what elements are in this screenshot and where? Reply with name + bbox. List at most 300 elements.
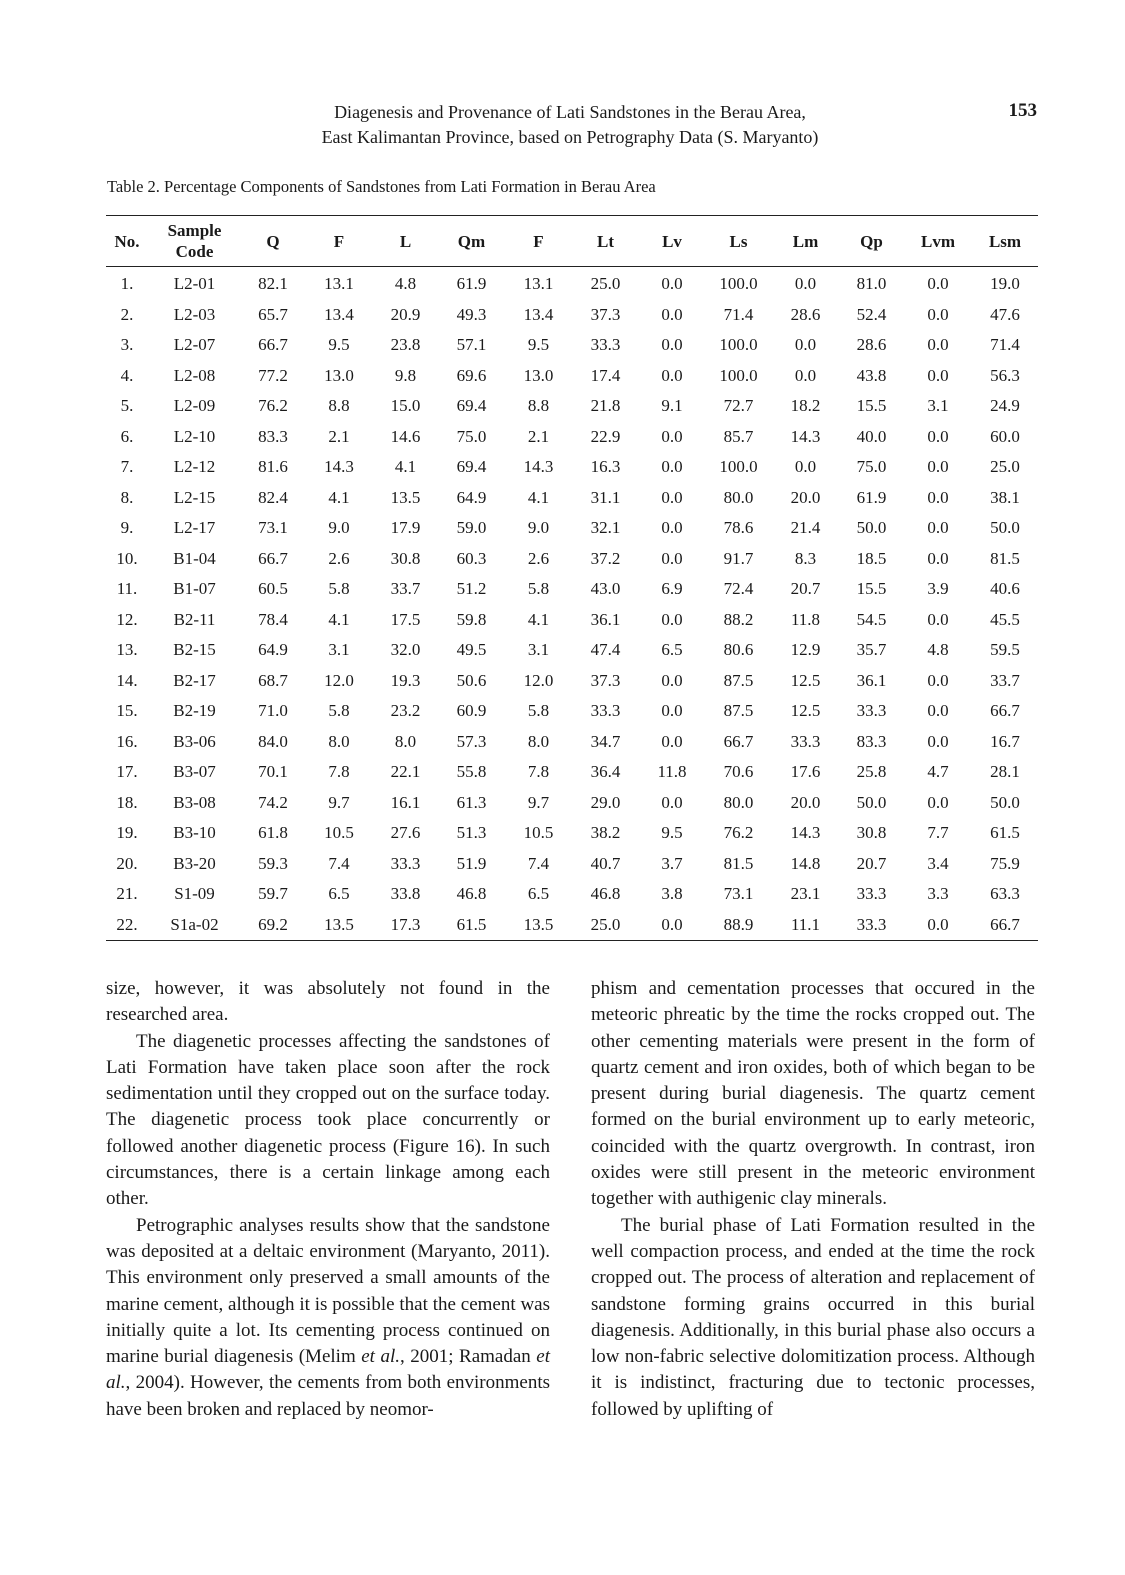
table-cell: 0.0: [661, 274, 683, 294]
table-cell: 66.7: [258, 335, 288, 355]
column-header: Qm: [438, 216, 505, 267]
table-row: [106, 757, 1038, 788]
table-row: [106, 666, 1038, 697]
table-cell: 16.1: [390, 792, 421, 812]
table-cell: 69.6: [456, 365, 487, 385]
table-cell: 0.0: [661, 487, 683, 507]
table-cell: 0.0: [927, 548, 949, 568]
table-cell: 4.8: [394, 274, 417, 294]
table-cell: 30.8: [390, 548, 421, 568]
table-cell: 0.0: [927, 365, 949, 385]
table-cell: 11.1: [772, 910, 839, 941]
table-row: [106, 696, 1038, 727]
table-cell: 9.0: [328, 518, 350, 538]
table-cell: 9.5: [527, 335, 550, 355]
table-cell: 14.3: [324, 457, 354, 477]
table-cell: 7.4: [328, 853, 350, 873]
table-cell: 3.1: [527, 640, 550, 660]
table-cell: 8.0: [328, 731, 350, 751]
table-cell: 13.5: [305, 910, 373, 941]
table-cell: 50.0: [856, 792, 887, 812]
table-cell: 25.0: [990, 457, 1020, 477]
table-cell: 0.0: [927, 670, 949, 690]
table-cell: 5.8: [527, 579, 550, 599]
table-cell: 13.1: [324, 274, 354, 294]
table-cell: 81.6: [258, 457, 288, 477]
table-cell: 0.0: [927, 304, 949, 324]
table-row: [106, 544, 1038, 575]
table-cell: 19.0: [990, 274, 1020, 294]
paragraph: Petrographic analyses results show that the sandstone was deposited at a deltaic environment (Maryanto, 2011). This environment only preserved a small amounts of the marine cement, although it is possible that the cement was initially quite a lot. Its cementing process continued on marine burial diagenesis (Melim et al., 2001; Ramadan et al., 2004). However, the cements from both environments have been broken and replaced by neomor-: [106, 1214, 550, 1420]
table-row: [106, 605, 1038, 636]
table-cell: 17.9: [390, 518, 421, 538]
column-header: L: [373, 216, 438, 267]
column-header: Q: [241, 216, 305, 267]
table-cell: 45.5: [990, 609, 1020, 629]
table-cell: 43.0: [590, 579, 621, 599]
table-cell: 18.5: [856, 548, 887, 568]
table-cell: 33.3: [790, 731, 821, 751]
table-cell: 52.4: [856, 304, 887, 324]
table-row: [106, 635, 1038, 666]
table-cell: 75.0: [856, 457, 887, 477]
table-cell: 22.1: [390, 762, 421, 782]
table-cell: 3.8: [661, 884, 683, 904]
table-cell: 80.6: [723, 640, 754, 660]
table-cell: 4.: [120, 365, 134, 385]
table-cell: 4.1: [394, 457, 417, 477]
table-cell: 18.: [116, 792, 138, 812]
table-cell: S1-09: [174, 884, 215, 904]
table-cell: 21.: [116, 884, 138, 904]
table-cell: 23.2: [390, 701, 421, 721]
table-cell: 66.7: [990, 701, 1020, 721]
table-cell: 7.8: [527, 762, 550, 782]
table-cell: B1-07: [173, 579, 216, 599]
table-cell: 0.0: [661, 457, 683, 477]
table-cell: 14.3: [523, 457, 554, 477]
table-cell: 12.9: [790, 640, 821, 660]
table-cell: 9.8: [394, 365, 417, 385]
table-cell: 2.6: [328, 548, 350, 568]
table-cell: 13.5: [505, 910, 572, 941]
table-cell: 4.7: [927, 762, 949, 782]
table-row: [106, 879, 1038, 910]
table-cell: 2.: [120, 304, 134, 324]
table-cell: 8.0: [394, 731, 417, 751]
table-cell: 59.0: [456, 518, 487, 538]
table-cell: 28.6: [790, 304, 821, 324]
table-row: [106, 818, 1038, 849]
table-cell: 13.1: [523, 274, 554, 294]
column-header: Lvm: [904, 216, 972, 267]
table-cell: 22.: [106, 910, 148, 941]
table-cell: 16.3: [590, 457, 621, 477]
sandstone-components-table: [106, 215, 1038, 941]
table-cell: 37.2: [590, 548, 621, 568]
table-cell: 59.7: [258, 884, 288, 904]
table-cell: 15.5: [856, 579, 887, 599]
table-cell: 33.3: [590, 335, 621, 355]
table-cell: 37.3: [590, 304, 621, 324]
table-row: [106, 483, 1038, 514]
table-cell: 40.7: [590, 853, 621, 873]
table-cell: 0.0: [927, 609, 949, 629]
table-cell: 4.8: [927, 640, 949, 660]
table-cell: 3.4: [927, 853, 949, 873]
table-cell: 5.: [120, 396, 134, 416]
table-cell: 40.0: [856, 426, 887, 446]
table-cell: 4.1: [328, 487, 350, 507]
table-cell: 0.0: [794, 335, 817, 355]
table-cell: 0.0: [661, 731, 683, 751]
table-cell: B3-08: [173, 792, 216, 812]
table-cell: 60.3: [456, 548, 487, 568]
table-body: [106, 267, 1038, 941]
table-cell: 0.0: [927, 487, 949, 507]
table-cell: 15.0: [390, 396, 421, 416]
table-cell: 6.5: [527, 884, 550, 904]
table-cell: 88.9: [705, 910, 772, 941]
table-cell: 71.4: [990, 335, 1020, 355]
table-cell: 9.1: [661, 396, 683, 416]
table-cell: 71.0: [258, 701, 288, 721]
table-cell: L2-17: [173, 518, 216, 538]
table-cell: B2-19: [173, 701, 216, 721]
table-cell: 11.8: [657, 762, 687, 782]
table-cell: 10.: [116, 548, 138, 568]
table-cell: 82.1: [258, 274, 288, 294]
table-cell: 88.2: [723, 609, 754, 629]
table-cell: 68.7: [258, 670, 288, 690]
table-cell: 2.1: [527, 426, 550, 446]
table-cell: 32.1: [590, 518, 621, 538]
table-cell: 69.4: [456, 396, 487, 416]
paragraph: phism and cementation processes that occured in the meteoric phreatic by the time the rocks cropped out. The other cementing materials were present in the form of quartz cement and iron oxides, both of which began to be present during burial diagenesis. The quartz cement formed on the burial environment up to early meteoric, coincided with the quartz overgrowth. In contrast, iron oxides were still present in the meteoric environment together with authigenic clay minerals.: [591, 978, 1035, 1210]
table-cell: 64.9: [456, 487, 487, 507]
table-cell: 51.9: [456, 853, 487, 873]
table-cell: B2-17: [173, 670, 216, 690]
table-cell: 20.7: [790, 579, 821, 599]
column-header: F: [505, 216, 572, 267]
table-cell: 0.0: [661, 701, 683, 721]
table-cell: 9.5: [661, 823, 683, 843]
table-cell: 72.4: [723, 579, 754, 599]
table-cell: 43.8: [856, 365, 887, 385]
table-cell: 61.8: [258, 823, 288, 843]
table-cell: 50.0: [856, 518, 887, 538]
table-cell: 16.7: [990, 731, 1020, 751]
paragraph: The diagenetic processes affecting the sandstones of Lati Formation have taken place soon after the rock sedimentation until they cropped out on the surface today. The diagenetic process took place concurrently or followed another diagenetic process (Figure 16). In such circumstances, there is a certain linkage among each other.: [106, 1030, 550, 1210]
table-cell: 61.9: [456, 274, 487, 294]
body-column-left: [106, 976, 550, 1423]
table-cell: 14.3: [790, 426, 821, 446]
table-cell: 0.0: [661, 426, 683, 446]
table-cell: 21.4: [790, 518, 821, 538]
running-head-title: Diagenesis and Provenance of Lati Sandstones in the Berau Area,: [334, 102, 806, 122]
table-cell: 17.: [116, 762, 138, 782]
table-cell: 33.3: [390, 853, 421, 873]
table-cell: 10.5: [324, 823, 354, 843]
table-cell: 87.5: [723, 670, 754, 690]
table-cell: 70.1: [258, 762, 288, 782]
table-cell: 54.5: [856, 609, 887, 629]
column-header: Lsm: [972, 216, 1038, 267]
table-cell: 75.0: [456, 426, 487, 446]
table-cell: 0.0: [661, 365, 683, 385]
table-cell: 70.6: [723, 762, 754, 782]
table-cell: 33.8: [390, 884, 421, 904]
table-cell: 8.3: [794, 548, 817, 568]
table-cell: 66.7: [972, 910, 1038, 941]
table-cell: 0.0: [661, 335, 683, 355]
table-row: [106, 361, 1038, 392]
table-cell: 12.0: [523, 670, 554, 690]
table-cell: 12.0: [324, 670, 354, 690]
table-cell: 20.: [116, 853, 138, 873]
table-cell: 14.3: [790, 823, 821, 843]
table-cell: 61.5: [438, 910, 505, 941]
table-header-row: [106, 216, 1038, 267]
table-cell: 80.0: [723, 487, 754, 507]
table-cell: 83.3: [258, 426, 288, 446]
table-cell: 0.0: [794, 365, 817, 385]
table-cell: L2-08: [173, 365, 216, 385]
table-cell: 4.1: [527, 609, 550, 629]
table-cell: 30.8: [856, 823, 887, 843]
table-cell: 49.3: [456, 304, 487, 324]
table-cell: 15.: [116, 701, 138, 721]
table-cell: 61.9: [856, 487, 887, 507]
table-cell: 73.1: [258, 518, 288, 538]
table-cell: 15.5: [856, 396, 887, 416]
table-cell: 3.9: [927, 579, 949, 599]
table-cell: 0.0: [661, 670, 683, 690]
table-cell: L2-03: [173, 304, 216, 324]
table-cell: 100.0: [719, 335, 758, 355]
table-cell: 33.7: [990, 670, 1020, 690]
table-cell: 14.8: [790, 853, 821, 873]
table-row: [106, 267, 1038, 300]
table-cell: 6.5: [661, 640, 683, 660]
table-cell: 85.7: [723, 426, 754, 446]
table-cell: 8.8: [328, 396, 350, 416]
table-cell: 7.4: [527, 853, 550, 873]
table-cell: 100.0: [719, 457, 758, 477]
table-row: [106, 391, 1038, 422]
table-cell: 60.9: [456, 701, 487, 721]
table-cell: 20.0: [790, 792, 821, 812]
table-cell: 13.0: [523, 365, 554, 385]
table-cell: 2.6: [527, 548, 550, 568]
table-cell: 81.0: [856, 274, 887, 294]
table-cell: B1-04: [173, 548, 216, 568]
table-cell: 0.0: [661, 518, 683, 538]
column-header: Qp: [839, 216, 904, 267]
column-header: F: [305, 216, 373, 267]
table-cell: 61.3: [456, 792, 487, 812]
table-cell: 69.2: [241, 910, 305, 941]
table-cell: 24.9: [990, 396, 1020, 416]
table-cell: 19.: [116, 823, 138, 843]
table-cell: 5.8: [328, 579, 350, 599]
table-cell: 59.3: [258, 853, 288, 873]
table-cell: 75.9: [990, 853, 1020, 873]
table-cell: 5.8: [527, 701, 550, 721]
column-header: Sample Code: [148, 216, 241, 267]
table-cell: 0.0: [927, 731, 949, 751]
table-cell: 16.: [116, 731, 138, 751]
table-cell: 25.0: [590, 274, 621, 294]
table-cell: 51.2: [456, 579, 487, 599]
table-cell: B2-15: [173, 640, 216, 660]
table-cell: 64.9: [258, 640, 288, 660]
table-cell: 9.7: [527, 792, 550, 812]
table-cell: 11.8: [790, 609, 821, 629]
table-cell: 91.7: [723, 548, 754, 568]
table-row: [106, 910, 1038, 941]
table-cell: 8.8: [527, 396, 550, 416]
table-cell: 7.8: [328, 762, 350, 782]
paragraph: The burial phase of Lati Formation resulted in the well compaction process, and ended at the time the rock cropped out. The process of alteration and replacement of sandstone forming grains occurred in this burial diagenesis. Additionally, in this burial phase also occurs a low non-fabric selective dolomitization process. Although it is indistinct, fracturing due to tectonic processes, followed by uplifting of: [591, 1214, 1035, 1420]
table-cell: 78.4: [258, 609, 288, 629]
column-header: Lt: [572, 216, 639, 267]
table-cell: 81.5: [723, 853, 754, 873]
table-cell: 28.1: [990, 762, 1020, 782]
table-cell: 56.3: [990, 365, 1020, 385]
table-cell: 5.8: [328, 701, 350, 721]
table-cell: 51.3: [456, 823, 487, 843]
table-cell: 69.4: [456, 457, 487, 477]
table-cell: 0.0: [661, 548, 683, 568]
running-head: [200, 100, 940, 150]
table-cell: 13.: [116, 640, 138, 660]
table-cell: 63.3: [990, 884, 1020, 904]
table-cell: 9.7: [328, 792, 350, 812]
table-caption: Table 2. Percentage Components of Sandstones from Lati Formation in Berau Area: [107, 177, 656, 196]
table-cell: 13.0: [324, 365, 354, 385]
table-row: [106, 574, 1038, 605]
table-cell: 0.0: [661, 609, 683, 629]
table-cell: L2-15: [173, 487, 216, 507]
table-cell: 77.2: [258, 365, 288, 385]
table-cell: L2-09: [173, 396, 216, 416]
table-cell: 0.0: [794, 457, 817, 477]
table-cell: 0.0: [927, 426, 949, 446]
table-cell: 60.0: [990, 426, 1020, 446]
table-cell: B2-11: [173, 609, 216, 629]
table-cell: 20.7: [856, 853, 887, 873]
table-cell: 50.0: [990, 792, 1020, 812]
table-cell: 100.0: [719, 274, 758, 294]
table-cell: 46.8: [456, 884, 487, 904]
table-cell: 59.5: [990, 640, 1020, 660]
table-cell: 33.3: [856, 884, 887, 904]
table-cell: 47.6: [990, 304, 1020, 324]
table-cell: 87.5: [723, 701, 754, 721]
column-header: No.: [106, 216, 148, 267]
table-cell: 0.0: [927, 335, 949, 355]
table-cell: 66.7: [723, 731, 754, 751]
table-cell: 3.: [120, 335, 134, 355]
table-cell: 7.: [120, 457, 134, 477]
table-cell: 6.9: [661, 579, 683, 599]
table-cell: 33.3: [590, 701, 621, 721]
table-row: [106, 788, 1038, 819]
table-cell: 60.5: [258, 579, 288, 599]
table-cell: L2-10: [173, 426, 216, 446]
table-cell: L2-12: [173, 457, 216, 477]
table-row: [106, 513, 1038, 544]
table-row: [106, 452, 1038, 483]
table-cell: 71.4: [723, 304, 754, 324]
table-cell: 0.0: [661, 792, 683, 812]
table-cell: 31.1: [590, 487, 621, 507]
table-cell: 38.2: [590, 823, 621, 843]
table-cell: 28.6: [856, 335, 887, 355]
table-cell: B3-20: [173, 853, 216, 873]
table-cell: 2.1: [328, 426, 350, 446]
table-cell: 33.7: [390, 579, 421, 599]
table-cell: 27.6: [390, 823, 421, 843]
table-cell: 8.0: [527, 731, 550, 751]
table-cell: 33.3: [839, 910, 904, 941]
table-cell: 4.1: [527, 487, 550, 507]
table-cell: 10.5: [523, 823, 554, 843]
table-cell: 47.4: [590, 640, 621, 660]
table-cell: L2-07: [173, 335, 216, 355]
table-cell: 74.2: [258, 792, 288, 812]
table-cell: 81.5: [990, 548, 1020, 568]
table-cell: 6.: [120, 426, 134, 446]
table-cell: 9.: [120, 518, 134, 538]
table-cell: 20.9: [390, 304, 421, 324]
table-cell: 22.9: [590, 426, 621, 446]
page-number: 153: [1008, 100, 1037, 121]
table-cell: 65.7: [258, 304, 288, 324]
table-cell: 14.6: [390, 426, 421, 446]
table-cell: 21.8: [590, 396, 621, 416]
table-cell: 17.4: [590, 365, 621, 385]
table-cell: 23.1: [790, 884, 821, 904]
table-cell: L2-01: [173, 274, 216, 294]
column-header: Lv: [639, 216, 705, 267]
table-cell: 18.2: [790, 396, 821, 416]
table-row: [106, 727, 1038, 758]
table-cell: 46.8: [590, 884, 621, 904]
table-cell: B3-07: [173, 762, 216, 782]
table-cell: 3.1: [927, 396, 949, 416]
table-cell: 78.6: [723, 518, 754, 538]
table-cell: 3.3: [927, 884, 949, 904]
table-cell: 57.3: [456, 731, 487, 751]
table-cell: 59.8: [456, 609, 487, 629]
table-cell: 6.5: [328, 884, 350, 904]
body-column-right: [591, 976, 1035, 1423]
table-cell: 29.0: [590, 792, 621, 812]
table-cell: 34.7: [590, 731, 621, 751]
table-cell: 1.: [120, 274, 134, 294]
table-cell: 13.4: [324, 304, 354, 324]
table-cell: S1a-02: [148, 910, 241, 941]
table-cell: 0.0: [927, 792, 949, 812]
table-row: [106, 849, 1038, 880]
table-cell: 25.8: [856, 762, 887, 782]
table-row: [106, 330, 1038, 361]
table-cell: 55.8: [456, 762, 487, 782]
table-cell: B3-10: [173, 823, 216, 843]
table-cell: 83.3: [856, 731, 887, 751]
